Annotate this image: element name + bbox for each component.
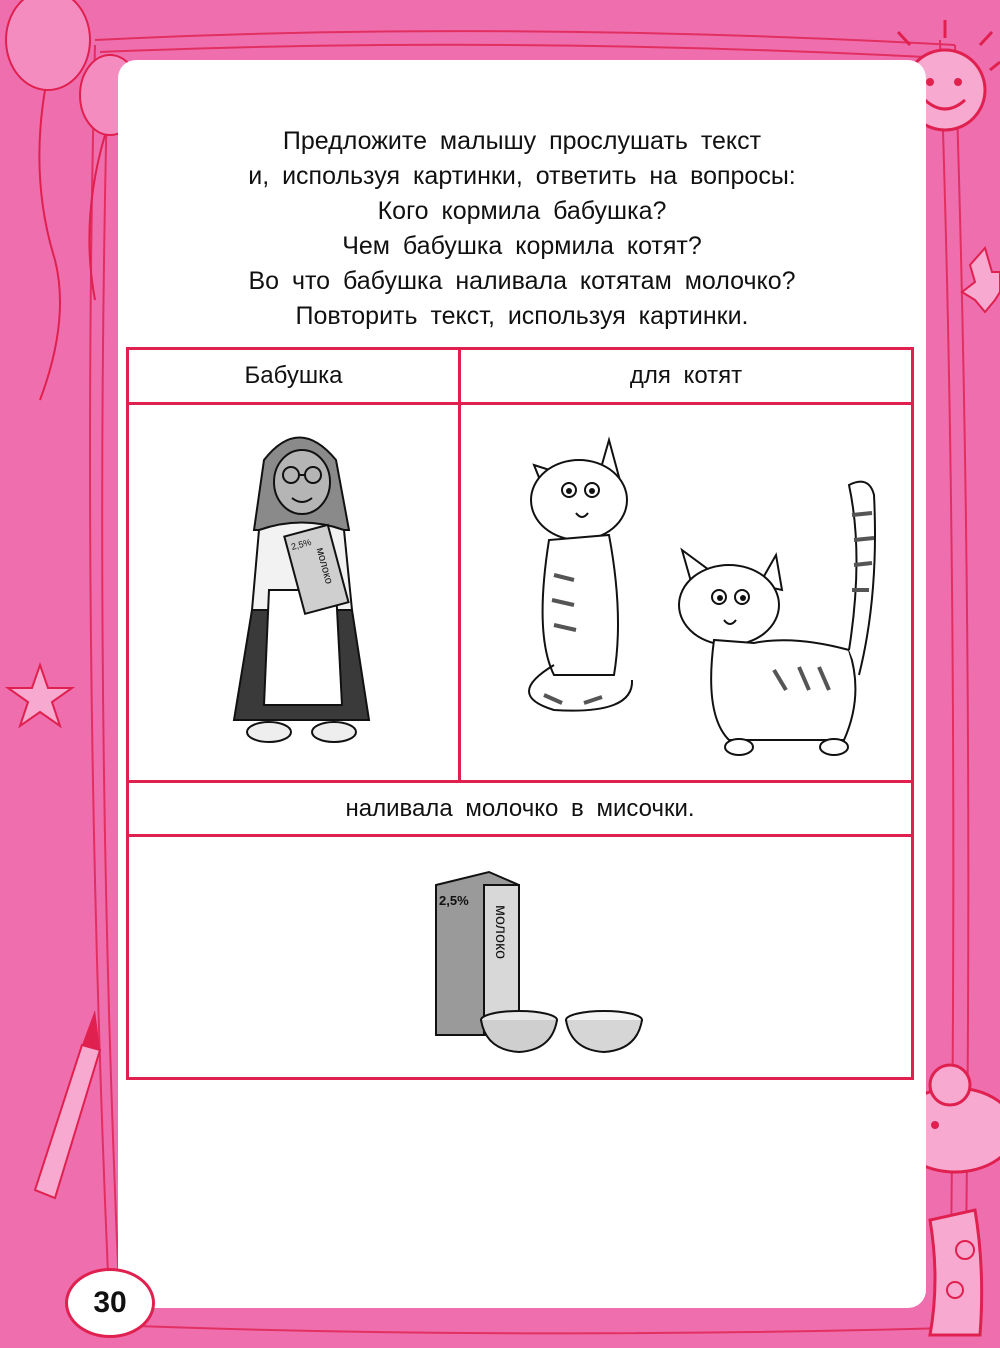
instruction-line: и, используя картинки, ответить на вопросы: [248,162,796,190]
kittens-illustration [514,435,894,765]
instructions-text [118,124,926,334]
crayon-icon [35,1010,100,1198]
table-divider [458,350,461,783]
instruction-line: Предложите малышу прослушать текст [282,127,762,155]
cell-label-pours-milk: наливала молочко в мисочки. [345,795,695,822]
question-line: Чем бабушка кормила котят? [342,232,702,260]
story-table [126,347,914,1080]
page-number: 30 [65,1268,155,1338]
milk-and-bowls-illustration [424,860,654,1060]
cell-label-grandma: Бабушка [244,362,343,389]
star-icon [8,665,72,726]
grandma-illustration [224,420,384,750]
table-divider [129,834,911,837]
kitten-standing [679,482,875,755]
question-line: Во что бабушка наливала котятам молочко? [248,267,796,295]
kitten-sitting [529,440,632,711]
cell-label-for-kittens: для котят [629,362,743,389]
question-line: Кого кормила бабушка? [377,197,667,225]
bowl-right [566,1011,642,1052]
instruction-line: Повторить текст, используя картинки. [295,302,749,330]
carton-milk-label: молоко [492,905,509,960]
carton-percent-label: 2,5% [439,893,469,908]
carton-milk-label: молоко [313,546,335,586]
carton-percent-label: 2,5% [290,536,313,552]
bowl-left [481,1011,557,1052]
table-divider [129,402,911,405]
star-icon [962,248,1000,312]
